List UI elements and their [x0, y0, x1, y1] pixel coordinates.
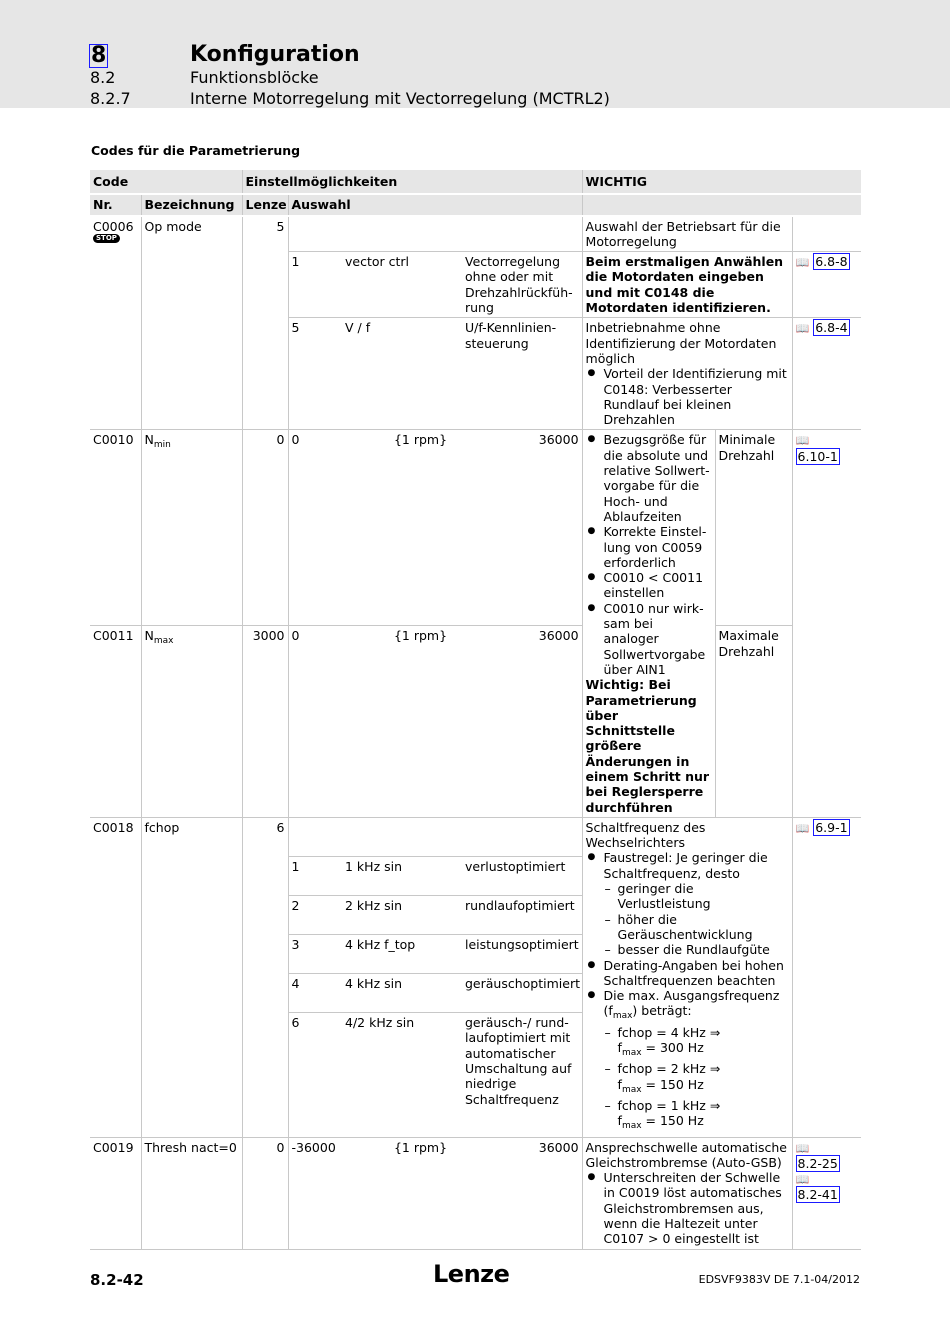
bullet-item: ● C0010 < C0011 einstellen [604, 570, 712, 601]
option-num: 3 [288, 935, 342, 974]
range-max: 36000 [462, 1137, 582, 1249]
option-info: Beim erstmaligen Anwählen die Motordaten eingeben und mit C0148 die Motordaten identifizieren. [582, 252, 792, 318]
bullet-item: ● C0010 nur wirksam bei analoger Sollwertvorgabe über AIN1 [604, 601, 712, 677]
option-num: 4 [288, 974, 342, 1013]
section-number: 8.2 [90, 68, 116, 87]
table-row [90, 1137, 861, 1249]
code-lenze: 0 [242, 1137, 288, 1249]
lenze-logo: Lenze [433, 1260, 510, 1288]
table-row [90, 216, 861, 252]
side-label: Maximale Drehzahl [715, 626, 792, 817]
codes-heading: Codes für die Parametrierung [91, 143, 301, 158]
option-name: vector ctrl [342, 252, 462, 318]
code-name: Op mode [141, 216, 242, 430]
bullet-item: Faustregel: Je geringer die Schaltfrequenz, desto [603, 850, 768, 881]
option-num: 2 [288, 896, 342, 935]
col-header-wichtig-empty [582, 194, 861, 215]
dash-item: – geringer die Verlustleistung [618, 881, 789, 912]
bullet-item: ● Bezugsgröße für die absolute und relative Sollwertvorgabe für die Hoch- und Ablaufzeiten [604, 432, 712, 524]
code-name: Thresh nact=0 [141, 1137, 242, 1249]
option-desc: rundlaufoptimiert [462, 896, 582, 935]
table-row [90, 430, 861, 626]
table-row [90, 626, 861, 817]
code-nr: C0019 [90, 1137, 141, 1249]
dash-item: – fchop = 2 kHz ⇒ $f_{max} = 150$ Hz [618, 1061, 789, 1098]
option-num: 6 [288, 1013, 342, 1137]
option-num: 1 [288, 252, 342, 318]
range-min: 0 [288, 626, 342, 817]
option-name: V / f [342, 318, 462, 430]
dash-item: – besser die Rundlaufgüte [618, 942, 789, 957]
code-name: fchop [141, 817, 242, 1137]
option-desc: Vectorregelung ohne oder mit Drehzahlrückführung [462, 252, 582, 318]
option-name: 4 kHz sin [342, 974, 462, 1013]
bullet-item: ● Die max. Ausgangsfrequenz $(f_{max})$ beträgt: – fchop = 4 kHz ⇒ $f_{max} = 300$ Hz – fchop = 2 kHz ⇒ $f_{max} = 150$ Hz – fchop = 1 kHz ⇒ $f_{max} = 150$ Hz [604, 988, 789, 1134]
range-min: -36000 [288, 1137, 342, 1249]
option-desc: U/f-Kennliniensteuerung [462, 318, 582, 430]
option-desc: leistungsoptimiert [462, 935, 582, 974]
code-nr: C0011 [90, 626, 141, 817]
option-name: 4/2 kHz sin [342, 1013, 462, 1137]
page-number: 8.2-42 [90, 1271, 144, 1289]
bullet-item: ● Derating-Angaben bei hohen Schaltfrequenzen beachten [604, 958, 789, 989]
reference-link[interactable]: 6.10-1 [797, 448, 838, 464]
side-label: Minimale Drehzahl [715, 430, 792, 626]
code-nr: C0010 [90, 430, 141, 626]
option-name: 4 kHz f_top [342, 935, 462, 974]
book-icon: 📖 [795, 434, 810, 448]
dash-item: – fchop = 4 kHz ⇒ $f_{max} = 300$ Hz [618, 1025, 789, 1062]
option-name: 1 kHz sin [342, 856, 462, 895]
range-min: 0 [288, 430, 342, 626]
header-row-2 [90, 194, 861, 215]
book-icon: 📖 [795, 1173, 810, 1187]
code-info: Auswahl der Betriebsart für die Motorregelung [582, 216, 792, 252]
reference-link[interactable]: 6.8-8 [815, 254, 848, 270]
col-header-auswahl: Auswahl [288, 194, 582, 215]
code-info: Ansprechschwelle automatische Gleichstrombremse (Auto-GSB) [585, 1139, 787, 1170]
parameter-table [90, 170, 861, 1250]
code-name: $N_{max}$ [141, 626, 242, 817]
book-icon: 📖 [795, 256, 810, 270]
option-name: 2 kHz sin [342, 896, 462, 935]
chapter-number-link[interactable]: 8 [91, 43, 107, 68]
col-header-lenze: Lenze [242, 194, 288, 215]
code-nr: C0018 [90, 817, 141, 1137]
bullet-item: ● Korrekte Einstellung von C0059 erforderlich [604, 524, 712, 570]
book-icon: 📖 [795, 322, 810, 336]
subsection-title: Interne Motorregelung mit Vectorregelung (MCTRL2) [190, 89, 610, 108]
dash-item: – fchop = 1 kHz ⇒ $f_{max} = 150$ Hz [618, 1098, 789, 1135]
option-info: Inbetriebnahme ohne Identifizierung der Motordaten möglich [585, 320, 777, 366]
important-note: Wichtig: Bei Parametrierung über Schnittstelle größere Änderungen in einem Schritt nur bei Reglersperre durchführen [585, 677, 710, 815]
chapter-title: Konfiguration [190, 42, 360, 67]
document-id: EDSVF9383V DE 7.1-04/2012 [698, 1273, 860, 1286]
table-row [90, 817, 861, 856]
bullet-item: ● Unterschreiten der Schwelle in C0019 löst automatisches Gleichstrombremsen aus, wenn die Haltezeit unter C0107 > 0 eingestellt ist [604, 1170, 789, 1246]
range-max: 36000 [462, 430, 582, 626]
col-header-einstell: Einstellmöglichkeiten [242, 170, 582, 194]
code-lenze: 5 [242, 216, 288, 430]
book-icon: 📖 [795, 1141, 810, 1155]
col-header-nr: Nr. [90, 194, 141, 215]
page-header [0, 0, 950, 108]
option-num: 1 [288, 856, 342, 895]
subsection-number: 8.2.7 [90, 89, 131, 108]
reference-link[interactable]: 6.9-1 [815, 819, 848, 835]
col-header-bez: Bezeichnung [141, 194, 242, 215]
reference-link[interactable]: 8.2-25 [797, 1155, 838, 1171]
reference-link[interactable]: 8.2-41 [797, 1187, 838, 1203]
code-info: Schaltfrequenz des Wechselrichters [585, 819, 706, 851]
option-num: 5 [288, 318, 342, 430]
dash-item: – höher die Geräuschentwicklung [618, 912, 789, 943]
range-unit: {1 rpm} [342, 430, 462, 626]
col-header-wichtig: WICHTIG [582, 170, 861, 194]
code-lenze: 0 [242, 430, 288, 626]
range-unit: {1 rpm} [342, 1137, 462, 1249]
code-lenze: 6 [242, 817, 288, 1137]
option-desc: geräuschoptimiert [462, 974, 582, 1013]
bullet-item: ● Vorteil der Identifizierung mit C0148: Verbesserter Rundlauf bei kleinen Drehzahlen [604, 366, 789, 427]
reference-link[interactable]: 6.8-4 [815, 320, 848, 336]
header-row-1 [90, 170, 861, 194]
section-title: Funktionsblöcke [190, 68, 319, 87]
option-desc: verlustoptimiert [462, 856, 582, 895]
range-unit: {1 rpm} [342, 626, 462, 817]
stop-icon: STOP [93, 234, 120, 243]
code-name: $N_{min}$ [141, 430, 242, 626]
col-header-code: Code [90, 170, 242, 194]
range-max: 36000 [462, 626, 582, 817]
book-icon: 📖 [795, 821, 810, 835]
option-desc: geräusch-/ rundlaufoptimiert mit automatischer Umschaltung auf niedrige Schaltfrequenz [462, 1013, 582, 1137]
code-lenze: 3000 [242, 626, 288, 817]
code-nr: C0006 [93, 218, 134, 234]
